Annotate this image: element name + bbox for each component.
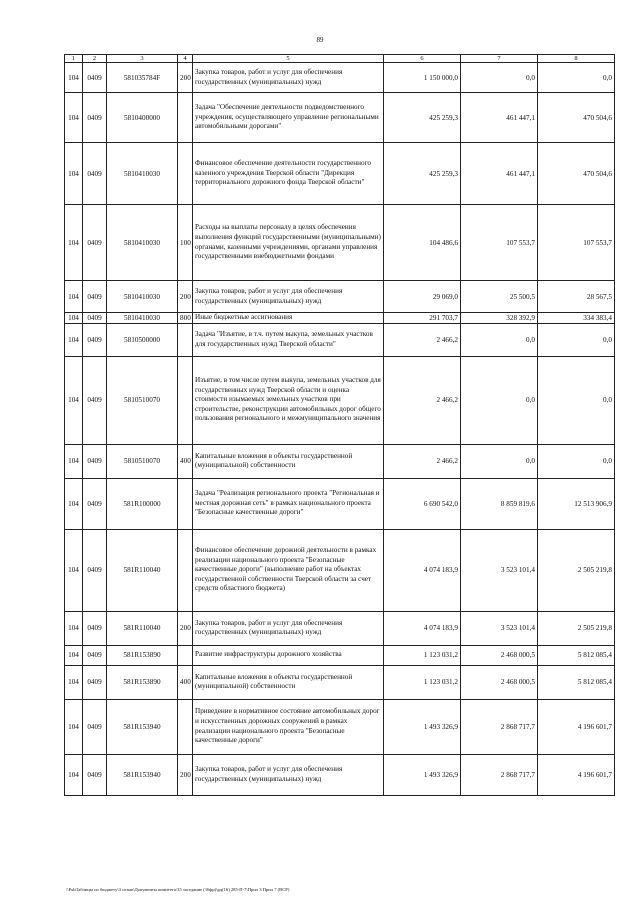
table-row (65, 611, 615, 645)
table-row (65, 754, 615, 795)
row-target-code: 5810500000 (107, 323, 178, 356)
table-row (65, 645, 615, 665)
table-header-row (65, 55, 615, 63)
row-expense-type (178, 356, 193, 444)
row-target-code: 581R153890 (107, 645, 178, 665)
table-row (65, 444, 615, 478)
row-name: Закупка товаров, работ и услуг для обеспечения государственных (муниципальных) нужд (193, 611, 384, 645)
row-target-code: 581R153890 (107, 665, 178, 699)
footer-file-path: \\PubТаблицы по бюджету\3 созыв\Документы комитета\35 заседание (16фр)\рд(16) 285-П-7\Прил 3 Прил 7 (ВСР) (66, 887, 290, 892)
row-target-code: 581R110040 (107, 611, 178, 645)
row-expense-type: 200 (178, 63, 193, 93)
row-subsection-code: 0409 (83, 529, 107, 611)
row-value-col8: 0,0 (538, 323, 615, 356)
row-value-col8: 2 505 219,8 (538, 529, 615, 611)
row-expense-type (178, 478, 193, 529)
row-value-col6: 1 123 031,2 (384, 645, 461, 665)
column-header: 5 (193, 55, 384, 63)
row-value-col8: 4 196 601,7 (538, 699, 615, 754)
row-value-col8: 334 383,4 (538, 313, 615, 324)
row-expense-type (178, 699, 193, 754)
row-value-col8: 5 812 085,4 (538, 665, 615, 699)
row-subsection-code: 0409 (83, 645, 107, 665)
row-value-col7: 3 523 101,4 (461, 611, 538, 645)
row-expense-type (178, 645, 193, 665)
row-value-col6: 29 069,0 (384, 281, 461, 313)
row-section-code: 104 (65, 281, 83, 313)
row-value-col6: 2 466,2 (384, 356, 461, 444)
row-target-code: 5810410030 (107, 143, 178, 205)
row-value-col8: 4 196 601,7 (538, 754, 615, 795)
column-header: 8 (538, 55, 615, 63)
row-name: Задача "Реализация регионального проекта "Региональная и местная дорожная сеть" в рамках национального проекта "Безопасные качественные дороги" (193, 478, 384, 529)
column-header: 2 (83, 55, 107, 63)
row-name: Закупка товаров, работ и услуг для обеспечения государственных (муниципальных) нужд (193, 281, 384, 313)
row-name: Расходы на выплаты персоналу в целях обеспечения выполнения функций государственными (муниципальными) органами, казенными учреждениями, органами управления государственными внебюджетными фондами (193, 205, 384, 281)
row-expense-type: 800 (178, 313, 193, 324)
row-section-code: 104 (65, 754, 83, 795)
row-value-col8: 5 812 085,4 (538, 645, 615, 665)
row-value-col6: 104 486,6 (384, 205, 461, 281)
row-value-col7: 2 868 717,7 (461, 754, 538, 795)
row-section-code: 104 (65, 143, 83, 205)
table-row (65, 143, 615, 205)
row-value-col8: 0,0 (538, 63, 615, 93)
row-target-code: 581R110040 (107, 529, 178, 611)
row-value-col6: 425 259,3 (384, 143, 461, 205)
table-row (65, 281, 615, 313)
row-value-col7: 3 523 101,4 (461, 529, 538, 611)
row-section-code: 104 (65, 478, 83, 529)
table-row (65, 313, 615, 324)
row-target-code: 581R153940 (107, 754, 178, 795)
row-subsection-code: 0409 (83, 323, 107, 356)
row-expense-type: 400 (178, 665, 193, 699)
column-header: 3 (107, 55, 178, 63)
row-subsection-code: 0409 (83, 699, 107, 754)
row-section-code: 104 (65, 645, 83, 665)
table-row (65, 529, 615, 611)
page-number: 89 (316, 36, 324, 44)
row-subsection-code: 0409 (83, 444, 107, 478)
row-name: Закупка товаров, работ и услуг для обеспечения государственных (муниципальных) нужд (193, 63, 384, 93)
row-target-code: 5810410030 (107, 313, 178, 324)
row-value-col6: 2 466,2 (384, 323, 461, 356)
row-value-col7: 2 468 000,5 (461, 645, 538, 665)
row-value-col7: 0,0 (461, 356, 538, 444)
row-expense-type: 100 (178, 205, 193, 281)
row-value-col7: 328 392,9 (461, 313, 538, 324)
row-value-col7: 0,0 (461, 444, 538, 478)
row-subsection-code: 0409 (83, 143, 107, 205)
row-value-col7: 107 553,7 (461, 205, 538, 281)
table-row (65, 93, 615, 143)
row-target-code: 581R100000 (107, 478, 178, 529)
row-subsection-code: 0409 (83, 205, 107, 281)
row-value-col6: 2 466,2 (384, 444, 461, 478)
table-row (65, 478, 615, 529)
row-value-col8: 28 567,5 (538, 281, 615, 313)
row-expense-type (178, 93, 193, 143)
row-section-code: 104 (65, 699, 83, 754)
row-value-col7: 2 868 717,7 (461, 699, 538, 754)
row-name: Финансовое обеспечение дорожной деятельности в рамках реализации национального проекта "Безопасные качественные дороги" (выполнение работ на объектах государственной собственности Тверской области за счет средств областного бюджета) (193, 529, 384, 611)
row-section-code: 104 (65, 356, 83, 444)
row-subsection-code: 0409 (83, 611, 107, 645)
row-name: Иные бюджетные ассигнования (193, 313, 384, 324)
row-subsection-code: 0409 (83, 665, 107, 699)
row-value-col6: 1 150 000,0 (384, 63, 461, 93)
row-value-col7: 25 500,5 (461, 281, 538, 313)
row-value-col8: 470 504,6 (538, 93, 615, 143)
row-value-col6: 1 493 326,9 (384, 754, 461, 795)
row-section-code: 104 (65, 444, 83, 478)
row-target-code: 5810400000 (107, 93, 178, 143)
row-name: Задача "Изъятие, в т.ч. путем выкупа, земельных участков для государственных нужд Тверской области" (193, 323, 384, 356)
row-value-col7: 461 447,1 (461, 93, 538, 143)
row-name: Приведение в нормативное состояние автомобильных дорог и искусственных дорожных сооружений в рамках реализации национального проекта "Безопасные качественные дороги" (193, 699, 384, 754)
row-section-code: 104 (65, 205, 83, 281)
row-subsection-code: 0409 (83, 63, 107, 93)
row-name: Финансовое обеспечение деятельности государственного казенного учреждения Тверской области "Дирекция территориального дорожного фонда Тверской области" (193, 143, 384, 205)
row-subsection-code: 0409 (83, 93, 107, 143)
row-target-code: 5810410030 (107, 205, 178, 281)
row-expense-type (178, 143, 193, 205)
row-value-col6: 291 703,7 (384, 313, 461, 324)
column-header: 1 (65, 55, 83, 63)
row-name: Развитие инфраструктуры дорожного хозяйства (193, 645, 384, 665)
row-section-code: 104 (65, 529, 83, 611)
row-value-col7: 0,0 (461, 63, 538, 93)
row-value-col6: 4 074 183,9 (384, 611, 461, 645)
row-value-col7: 2 468 000,5 (461, 665, 538, 699)
column-header: 4 (178, 55, 193, 63)
row-expense-type: 200 (178, 611, 193, 645)
table-row (65, 699, 615, 754)
row-section-code: 104 (65, 611, 83, 645)
row-value-col7: 8 859 819,6 (461, 478, 538, 529)
row-subsection-code: 0409 (83, 356, 107, 444)
row-name: Изъятие, в том числе путем выкупа, земельных участков для государственных нужд Тверской области и оценка стоимости изымаемых земельных участков при строительстве, реконструкции автомобильных дорог общего пользования регионального и межмуниципального значения (193, 356, 384, 444)
row-name: Капитальные вложения в объекты государственной (муниципальной) собственности (193, 665, 384, 699)
table-row (65, 63, 615, 93)
row-name: Задача "Обеспечение деятельности подведомственного учреждения, осуществляющего управление региональными автомобильными дорогами" (193, 93, 384, 143)
table-row (65, 205, 615, 281)
row-section-code: 104 (65, 313, 83, 324)
row-value-col6: 6 690 542,0 (384, 478, 461, 529)
row-target-code: 581R153940 (107, 699, 178, 754)
row-value-col8: 2 505 219,8 (538, 611, 615, 645)
column-header: 7 (461, 55, 538, 63)
row-subsection-code: 0409 (83, 478, 107, 529)
row-value-col6: 1 493 326,9 (384, 699, 461, 754)
row-section-code: 104 (65, 323, 83, 356)
row-target-code: 581035784F (107, 63, 178, 93)
row-subsection-code: 0409 (83, 313, 107, 324)
row-value-col8: 470 504,6 (538, 143, 615, 205)
row-section-code: 104 (65, 63, 83, 93)
row-value-col8: 0,0 (538, 444, 615, 478)
row-target-code: 5810510070 (107, 444, 178, 478)
column-header: 6 (384, 55, 461, 63)
row-target-code: 5810410030 (107, 281, 178, 313)
row-value-col6: 4 074 183,9 (384, 529, 461, 611)
row-subsection-code: 0409 (83, 281, 107, 313)
table-row (65, 323, 615, 356)
row-expense-type (178, 529, 193, 611)
row-value-col8: 0,0 (538, 356, 615, 444)
row-name: Капитальные вложения в объекты государственной (муниципальной) собственности (193, 444, 384, 478)
row-expense-type: 200 (178, 281, 193, 313)
row-expense-type: 400 (178, 444, 193, 478)
row-target-code: 5810510070 (107, 356, 178, 444)
row-name: Закупка товаров, работ и услуг для обеспечения государственных (муниципальных) нужд (193, 754, 384, 795)
row-value-col8: 107 553,7 (538, 205, 615, 281)
row-value-col6: 1 123 031,2 (384, 665, 461, 699)
table-row (65, 356, 615, 444)
row-value-col7: 0,0 (461, 323, 538, 356)
row-subsection-code: 0409 (83, 754, 107, 795)
row-expense-type: 200 (178, 754, 193, 795)
row-section-code: 104 (65, 93, 83, 143)
row-value-col8: 12 513 906,9 (538, 478, 615, 529)
row-value-col7: 461 447,1 (461, 143, 538, 205)
table-row (65, 665, 615, 699)
row-expense-type (178, 323, 193, 356)
budget-table (64, 54, 615, 796)
row-value-col6: 425 259,3 (384, 93, 461, 143)
row-section-code: 104 (65, 665, 83, 699)
